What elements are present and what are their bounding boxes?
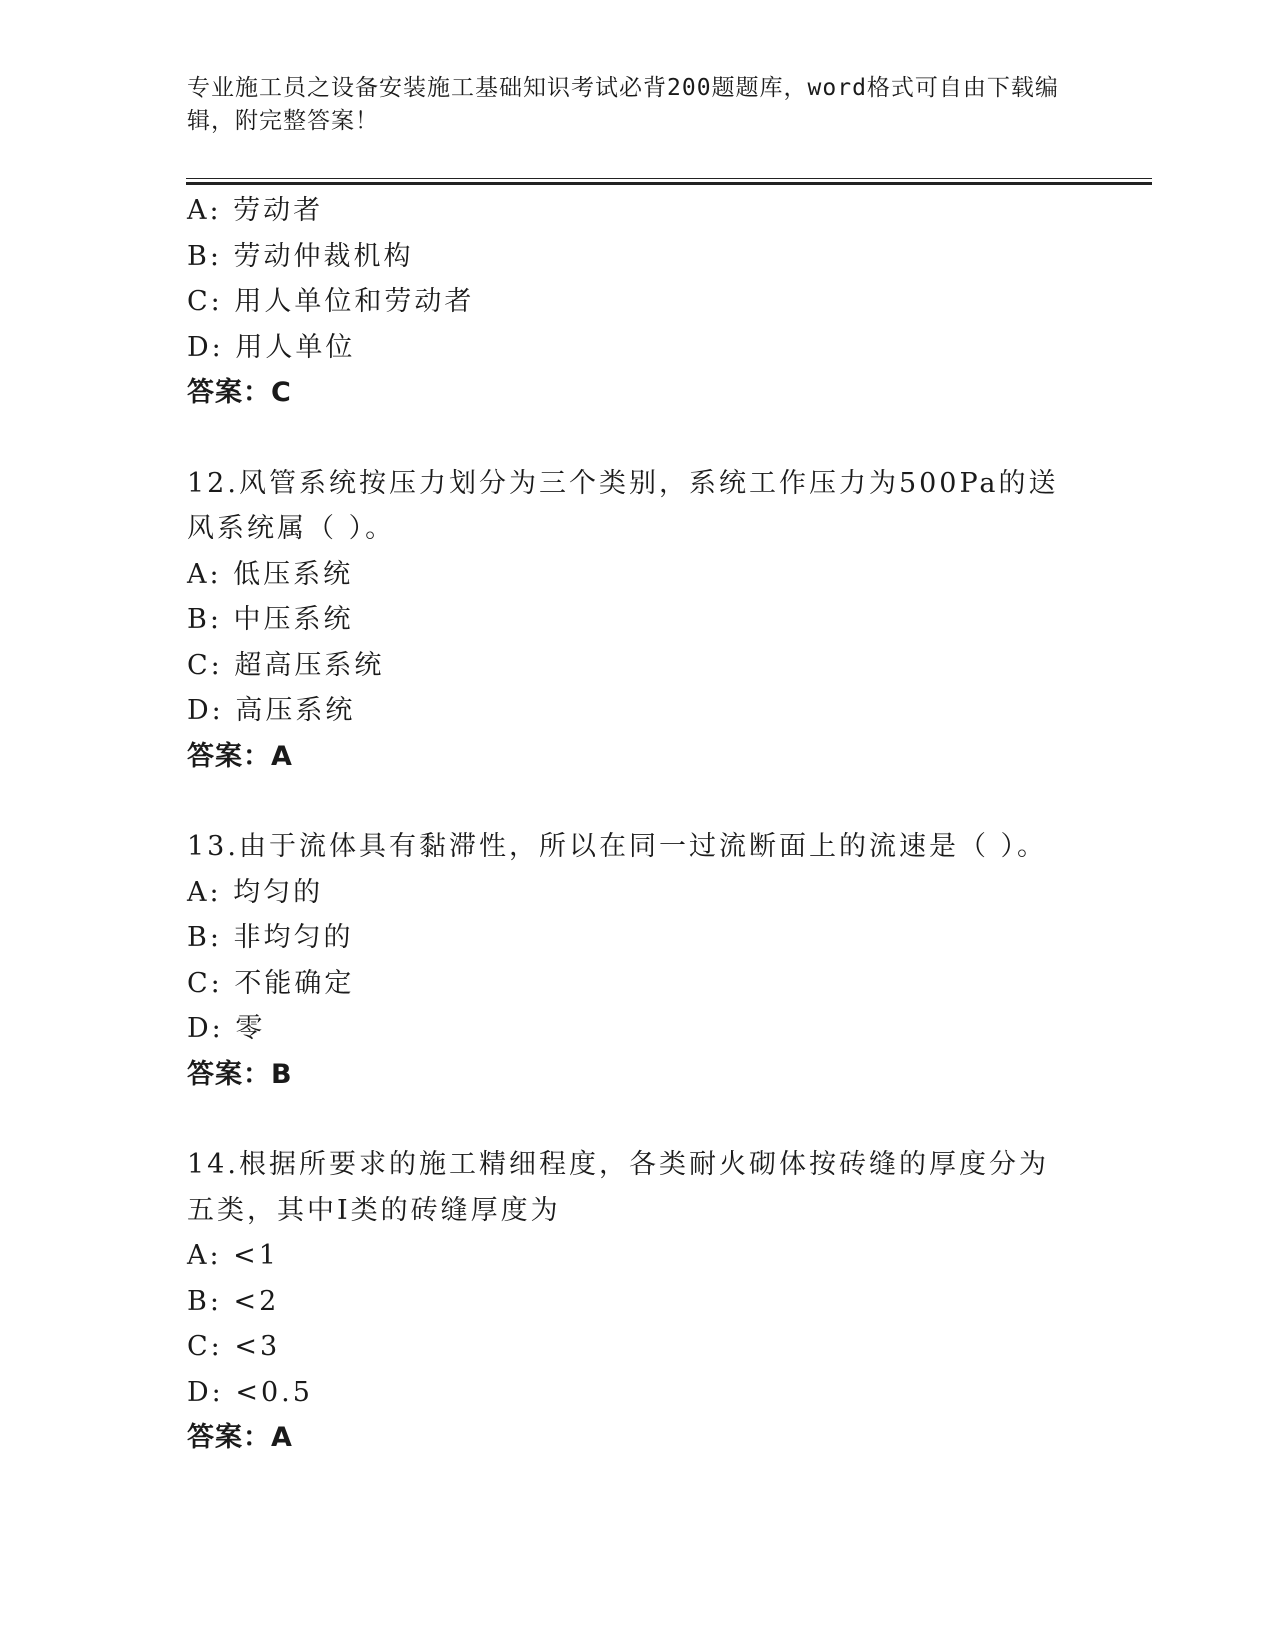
- option-c: C: 超高压系统: [187, 649, 385, 681]
- answer-line: 答案：C: [187, 377, 292, 408]
- question-list: [187, 188, 1087, 1461]
- option-b: B: 非均匀的: [187, 922, 354, 953]
- question-stem: 14.根据所要求的施工精细程度，各类耐火砌体按砖缝的厚度分为五类，其中Ⅰ类的砖缝厚度为: [187, 1149, 1049, 1226]
- question-stem: 13.由于流体具有黏滞性，所以在同一过流断面上的流速是（ ）。: [187, 831, 1048, 862]
- header-divider-thin: [186, 178, 1152, 179]
- option-c: C: 不能确定: [187, 967, 355, 999]
- option-b: B: <2: [187, 1285, 280, 1317]
- answer-line: 答案：A: [187, 1422, 293, 1453]
- answer-line: 答案：B: [187, 1058, 293, 1090]
- option-a: A: 低压系统: [187, 558, 354, 590]
- document-header: 专业施工员之设备安装施工基础知识考试必背200题题库，word格式可自由下载编辑，附完整答案！: [187, 75, 1059, 134]
- question-12: [187, 461, 1087, 780]
- option-c: C: <3: [187, 1331, 281, 1362]
- option-c: C: 用人单位和劳动者: [187, 286, 475, 317]
- option-a: A: <1: [187, 1240, 279, 1271]
- option-b: B: 中压系统: [187, 604, 354, 635]
- option-d: D: 零: [187, 1013, 266, 1044]
- question-13: [187, 824, 1087, 1097]
- question-14: [187, 1142, 1087, 1461]
- option-a: A: 劳动者: [187, 195, 324, 226]
- question-stem: 12.风管系统按压力划分为三个类别，系统工作压力为500Pa的送风系统属（ ）。: [187, 467, 1059, 544]
- option-d: D: <0.5: [187, 1376, 313, 1408]
- answer-line: 答案：A: [187, 740, 293, 772]
- header-divider-thick: [186, 182, 1152, 185]
- option-a: A: 均匀的: [187, 876, 324, 908]
- option-d: D: 用人单位: [187, 331, 356, 363]
- option-d: D: 高压系统: [187, 695, 356, 726]
- question-11: [187, 188, 1087, 416]
- option-b: B: 劳动仲裁机构: [187, 240, 414, 272]
